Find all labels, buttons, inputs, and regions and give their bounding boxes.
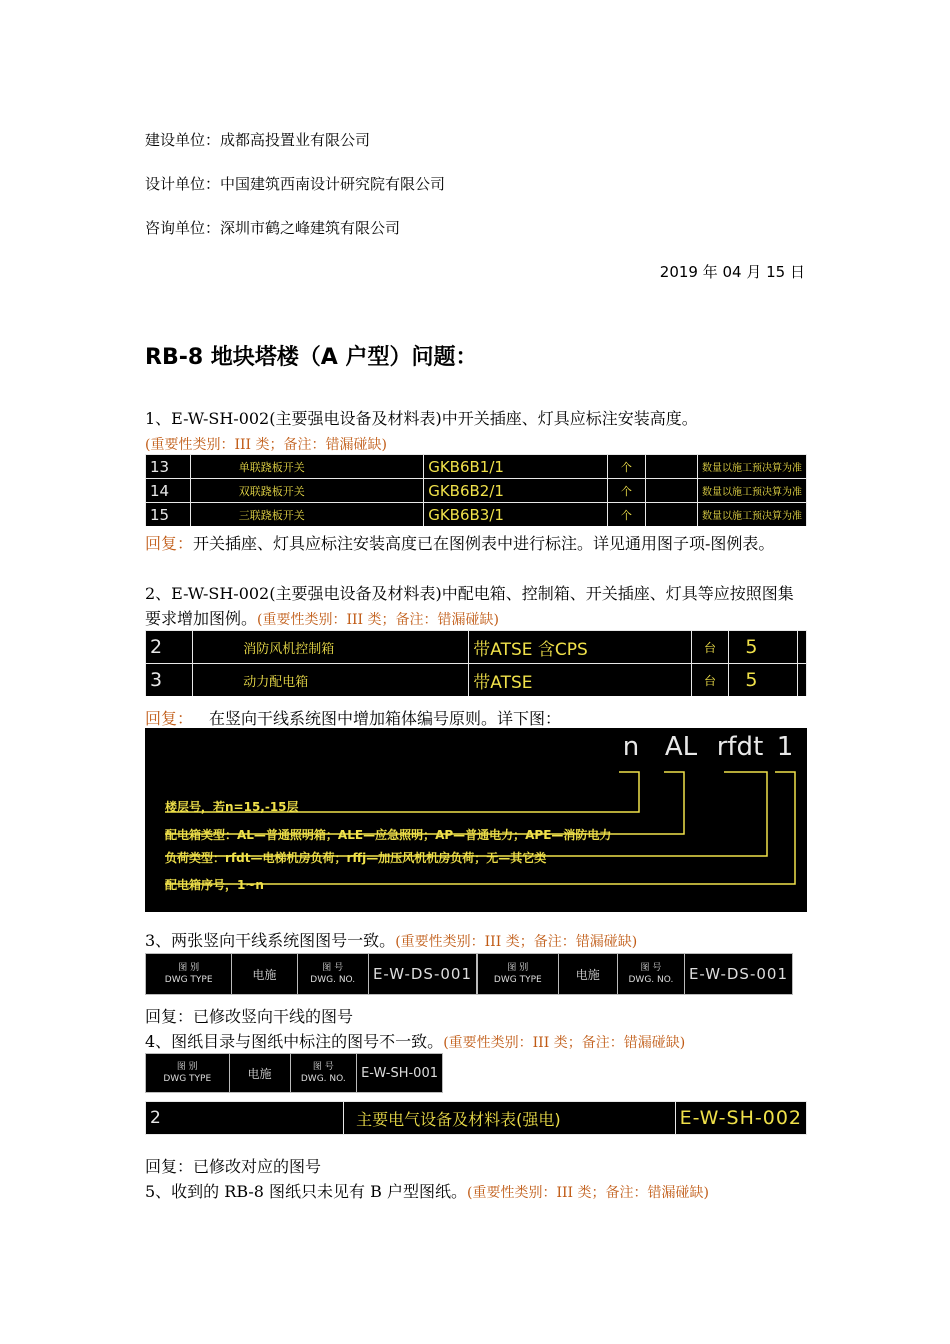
cad-box-table: [145, 630, 807, 696]
builder-line: 建设单位：成都高投置业有限公司: [145, 131, 371, 149]
dwg-no-value: E-W-SH-001: [357, 1054, 443, 1093]
row-unit: 台: [691, 664, 729, 697]
catalog-code: E-W-SH-002: [675, 1102, 806, 1135]
row-remark: 数量以施工预决算为准: [698, 479, 807, 503]
question-1: [145, 406, 807, 458]
question-2: [145, 581, 807, 633]
row-remark: 数量以施工预决算为准: [698, 455, 807, 479]
row-no: 15: [146, 503, 191, 527]
row-unit: 个: [607, 455, 645, 479]
code-type: AL: [664, 732, 698, 762]
dwg-no-en: DWG. NO.: [628, 975, 674, 985]
row-unit: 个: [607, 503, 645, 527]
question-5-note: (重要性类别：III 类；备注：错漏碰缺): [466, 1185, 709, 1201]
dwg-type-value: 电施: [229, 1054, 290, 1093]
answer-1: [145, 531, 807, 556]
dwg-type-cn: 图 别: [178, 963, 200, 973]
dwg-type-en: DWG TYPE: [493, 975, 542, 985]
designer-line: 设计单位：中国建筑西南设计研究院有限公司: [145, 175, 446, 193]
title-block-1: [145, 953, 477, 995]
title-block-2: [477, 953, 793, 995]
dwg-no-value: E-W-DS-001: [368, 954, 476, 995]
consultant-line: 咨询单位：深圳市鹤之峰建筑有限公司: [145, 219, 401, 237]
row-qty: 5: [729, 664, 798, 697]
row-name: 消防风机控制箱: [193, 631, 469, 664]
row-model: GKB6B1/1: [424, 455, 608, 479]
row-name: 单联跷板开关: [190, 455, 424, 479]
question-1-text: 1、E-W-SH-002(主要强电设备及材料表)中开关插座、灯具应标注安装高度。: [145, 409, 698, 428]
row-name: 三联跷板开关: [190, 503, 424, 527]
row-no: 3: [146, 664, 193, 697]
question-3-note: (重要性类别：III 类；备注：错漏碰缺): [395, 934, 638, 950]
dwg-no-cn: 图 号: [640, 963, 662, 973]
dwg-no-en: DWG. NO.: [300, 1074, 346, 1084]
row-no: 13: [146, 455, 191, 479]
answer-1-label: 回复：: [145, 534, 194, 553]
question-4: [145, 1029, 807, 1056]
row-model: 带ATSE: [469, 664, 691, 697]
row-no: 2: [146, 631, 193, 664]
table-row: [146, 631, 807, 664]
section-heading: RB-8 地块塔楼（A 户型）问题：: [145, 345, 478, 370]
catalog-name: 主要电气设备及材料表(强电): [344, 1102, 675, 1135]
row-qty: 5: [729, 631, 798, 664]
box-numbering-diagram: [145, 728, 807, 912]
answer-2-label: 回复：: [145, 709, 194, 728]
question-5-text: 5、收到的 RB-8 图纸只未见有 B 户型图纸。: [145, 1182, 467, 1201]
answer-3: 回复：已修改竖向干线的图号: [145, 1007, 354, 1026]
row-name: 双联跷板开关: [190, 479, 424, 503]
code-floor: n: [622, 732, 640, 762]
row-model: GKB6B2/1: [424, 479, 608, 503]
dwg-type-en: DWG TYPE: [164, 975, 213, 985]
catalog-no: 2: [146, 1102, 344, 1135]
dwg-type-value: 电施: [558, 954, 617, 995]
code-load: rfdt: [716, 732, 764, 762]
answer-2-text: 在竖向干线系统图中增加箱体编号原则。详下图：: [209, 709, 562, 728]
dwg-no-en: DWG. NO.: [310, 975, 356, 985]
question-2-text: 2、E-W-SH-002(主要强电设备及材料表)中配电箱、控制箱、开关插座、灯具等应按照图集要求增加图例。: [145, 584, 794, 628]
table-row: [146, 503, 807, 527]
question-4-text: 4、图纸目录与图纸中标注的图号不一致。: [145, 1032, 444, 1051]
dwg-no-value: E-W-DS-001: [684, 954, 792, 995]
report-date: 2019 年 04 月 15 日: [659, 263, 805, 281]
row-unit: 个: [607, 479, 645, 503]
diagram-line-load: 负荷类型：rfdt—电梯机房负荷；rffj—加压风机机房负荷；无—其它类: [165, 851, 547, 865]
dwg-type-cn: 图 别: [507, 963, 529, 973]
row-model: GKB6B3/1: [424, 503, 608, 527]
row-unit: 台: [691, 631, 729, 664]
row-empty: [798, 631, 807, 664]
answer-1-text: 开关插座、灯具应标注安装高度已在图例表中进行标注。详见通用图子项-图例表。: [193, 534, 775, 553]
row-empty: [798, 664, 807, 697]
row-no: 14: [146, 479, 191, 503]
dwg-no-cn: 图 号: [322, 963, 344, 973]
cad-switch-table: [145, 454, 807, 526]
diagram-line-seq: 配电箱序号，1~n: [165, 878, 264, 892]
diagram-line-type: 配电箱类型：AL—普通照明箱；ALE—应急照明；AP—普通电力；APE—消防电力: [165, 828, 612, 842]
question-3: [145, 928, 807, 955]
diagram-line-floor: 楼层号，若n=15,-15层: [165, 800, 299, 814]
answer-4: 回复：已修改对应的图号: [145, 1157, 322, 1176]
table-row: [146, 664, 807, 697]
dwg-type-cn: 图 别: [176, 1062, 198, 1072]
catalog-row: [145, 1101, 807, 1135]
question-3-text: 3、两张竖向干线系统图图号一致。: [145, 931, 396, 950]
question-2-note: (重要性类别：III 类；备注：错漏碰缺): [257, 612, 499, 628]
question-4-note: (重要性类别：III 类；备注：错漏碰缺): [443, 1035, 686, 1051]
question-1-note: (重要性类别：III 类；备注：错漏碰缺): [145, 437, 387, 453]
title-block-3: [145, 1053, 443, 1093]
code-seq: 1: [776, 732, 794, 762]
row-name: 动力配电箱: [193, 664, 469, 697]
row-empty: [646, 503, 698, 527]
row-empty: [646, 455, 698, 479]
table-row: [146, 455, 807, 479]
dwg-type-value: 电施: [232, 954, 297, 995]
table-row: [146, 479, 807, 503]
dwg-no-cn: 图 号: [312, 1062, 334, 1072]
question-5: [145, 1179, 807, 1206]
row-model: 带ATSE 含CPS: [469, 631, 691, 664]
dwg-type-en: DWG TYPE: [163, 1074, 212, 1084]
row-empty: [646, 479, 698, 503]
row-remark: 数量以施工预决算为准: [698, 503, 807, 527]
